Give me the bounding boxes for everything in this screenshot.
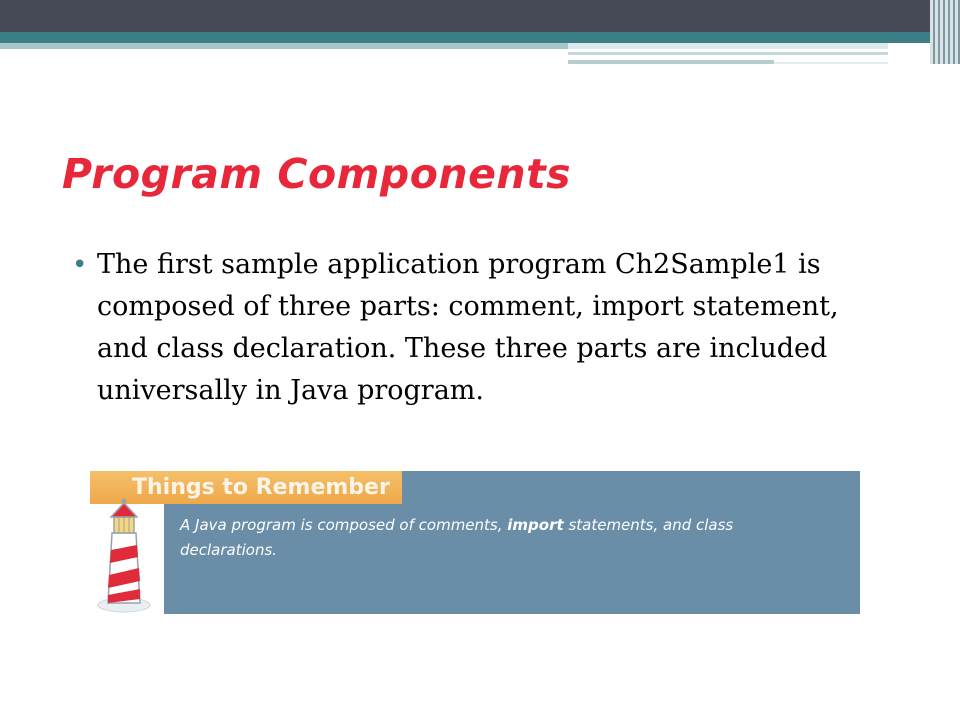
lighthouse-icon bbox=[94, 495, 154, 613]
callout-text bbox=[180, 513, 780, 563]
callout-text-keyword: import bbox=[507, 516, 564, 534]
accent-band-light bbox=[0, 43, 568, 49]
accent-band bbox=[0, 32, 960, 43]
decorative-line bbox=[774, 62, 888, 64]
decorative-line bbox=[568, 52, 888, 55]
decorative-line bbox=[568, 60, 774, 64]
decorative-tab bbox=[568, 43, 888, 49]
bullet-icon: • bbox=[72, 250, 88, 280]
callout-text-end: statements, and class declarations. bbox=[180, 516, 734, 559]
bullet-list bbox=[72, 244, 852, 458]
callout-label: Things to Remember bbox=[90, 471, 402, 504]
top-bar bbox=[0, 0, 960, 32]
slide-title: Program Components bbox=[62, 150, 572, 198]
bullet-text: The first sample application program Ch2Sample1 is composed of three parts: comment, import statement, and class declaration. These three parts are included universally in Java program. bbox=[97, 249, 839, 406]
things-to-remember-box bbox=[66, 469, 860, 614]
callout-text-start: A Java program is composed of comments, bbox=[180, 516, 508, 534]
decorative-stripes bbox=[930, 0, 960, 64]
